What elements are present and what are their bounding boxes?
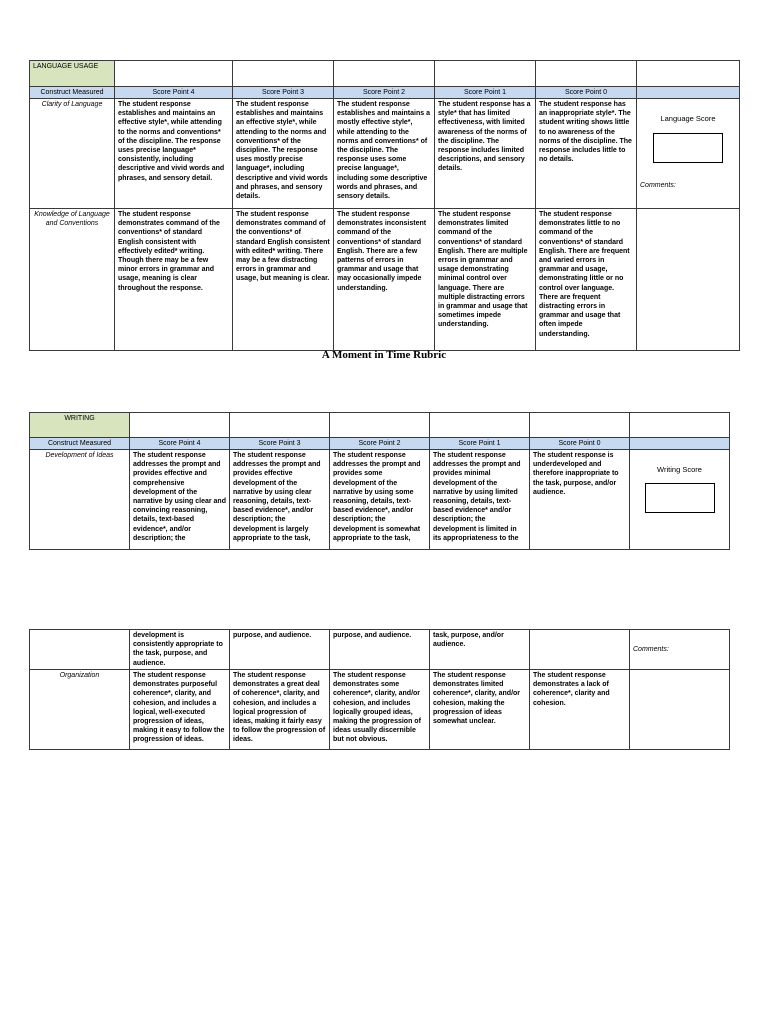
score-0-header: Score Point 0 (536, 87, 637, 99)
score-1-header: Score Point 1 (430, 438, 530, 450)
rubric-cell: The student response is underdeveloped and therefore inappropriate to the task, purpose, and/or audience. (530, 450, 630, 550)
language-usage-table (29, 60, 740, 351)
table-row (30, 670, 730, 750)
rubric-cell: The student response demonstrates a great deal of coherence*, clarity, and cohesion, and includes a logical progression of ideas, making it fairly easy to follow the progression of ideas. (230, 670, 330, 750)
table-row (30, 209, 740, 351)
writing-table (29, 412, 730, 550)
rubric-cell: The student response has an inappropriate style*. The student writing shows little to no awareness of the norms of the discipline. The response includes little to no details. (536, 99, 637, 209)
language-score-box[interactable] (653, 133, 723, 163)
writing-score-cell (630, 450, 730, 550)
rubric-cell: The student response has a style* that has limited effectiveness, with limited awareness of the norms of the discipline. The response includes limited descriptions, and sensory details. (435, 99, 536, 209)
rubric-cell: The student response establishes and maintains an effective style*, while attending to the norms and conventions* of the discipline. The response uses mostly precise language*, including descriptive and vivid words and phrases, and sensory details. (233, 99, 334, 209)
rubric-cell: task, purpose, and/or audience. (430, 630, 530, 670)
language-comments-label: Comments: (640, 182, 676, 190)
construct-clarity-of-language: Clarity of Language (30, 99, 115, 209)
rubric-cell: The student response addresses the prompt and provides minimal development of the narrative by using limited reasoning, details, text-based evidence* and/or description; the development is limited in its appropriateness to the (430, 450, 530, 550)
rubric-cell: The student response establishes and maintains a mostly effective style*, while attending to the norms and conventions* of the discipline. The response uses some precise language*, including some descriptive words and phrases, and sensory details. (334, 99, 435, 209)
score-2-header: Score Point 2 (330, 438, 430, 450)
writing-comments-label: Comments: (633, 645, 669, 653)
writing-title: WRITING (30, 413, 130, 438)
construct-organization: Organization (30, 670, 130, 750)
rubric-cell: purpose, and audience. (330, 630, 430, 670)
construct-header: Construct Measured (30, 438, 130, 450)
construct-development-of-ideas: Development of Ideas (30, 450, 130, 550)
comments-area[interactable] (630, 670, 730, 750)
score-4-header: Score Point 4 (130, 438, 230, 450)
score-1-header: Score Point 1 (435, 87, 536, 99)
writing-table-continued (29, 629, 730, 750)
language-usage-title: LANGUAGE USAGE (30, 61, 115, 87)
rubric-cell: The student response demonstrates little to no command of the conventions* of standard English. There are frequent and varied errors in grammar and usage, demonstrating little or no control over language. There are frequent distracting errors in grammar and usage that often impede understanding. (536, 209, 637, 351)
writing-comments-cell[interactable] (630, 630, 730, 670)
rubric-cell: purpose, and audience. (230, 630, 330, 670)
rubric-cell: The student response demonstrates some coherence*, clarity, and/or cohesion, and includes logically grouped ideas, making the progression of ideas usually discernible but not obvious. (330, 670, 430, 750)
score-3-header: Score Point 3 (230, 438, 330, 450)
rubric-cell: The student response demonstrates inconsistent command of the conventions* of standard English. There are a few patterns of errors in grammar and usage that may occasionally impede understanding. (334, 209, 435, 351)
rubric-cell: The student response establishes and maintains an effective style*, while attending to the norms and conventions* of the discipline. The response uses precise language* consistently, including descriptive and vivid words and phrases, and sensory detail. (115, 99, 233, 209)
construct-header: Construct Measured (30, 87, 115, 99)
language-score-label: Language Score (660, 114, 716, 123)
score-2-header: Score Point 2 (334, 87, 435, 99)
rubric-cell: The student response addresses the prompt and provides some development of the narrative by using some reasoning, details, text-based evidence*, and/or description; the development is somewhat appropriate to the task, (330, 450, 430, 550)
page-title: A Moment in Time Rubric (321, 349, 447, 361)
score-0-header: Score Point 0 (530, 438, 630, 450)
rubric-cell: The student response demonstrates limited coherence*, clarity, and/or cohesion, making the progression of ideas somewhat unclear. (430, 670, 530, 750)
score-3-header: Score Point 3 (233, 87, 334, 99)
rubric-cell: The student response demonstrates limited command of the conventions* of standard English. There are multiple errors in grammar and usage demonstrating minimal control over language. There are multiple distracting errors in grammar and usage that sometimes impede understanding. (435, 209, 536, 351)
table-row (30, 450, 730, 550)
comments-area[interactable] (637, 209, 740, 351)
rubric-cell: The student response demonstrates a lack of coherence*, clarity and cohesion. (530, 670, 630, 750)
rubric-cell: The student response addresses the prompt and provides effective development of the narrative by using clear reasoning, details, text-based evidence*, and/or description; the development is largely appropriate to the task, (230, 450, 330, 550)
table-row (30, 630, 730, 670)
score-4-header: Score Point 4 (115, 87, 233, 99)
rubric-cell: The student response demonstrates command of the conventions* of standard English consistent with effectively edited* writing. Though there may be a few minor errors in grammar and usage, meaning is clear throughout the response. (115, 209, 233, 351)
table-row (30, 99, 740, 209)
construct-knowledge-of-language: Knowledge of Language and Conventions (30, 209, 115, 351)
rubric-cell: The student response demonstrates purposeful coherence*, clarity, and cohesion, and includes a logical, well-executed progression of ideas, making it easy to follow the progression of ideas. (130, 670, 230, 750)
writing-score-label: Writing Score (657, 465, 702, 474)
rubric-cell: The student response addresses the prompt and provides effective and comprehensive development of the narrative by using clear and convincing reasoning, details, text-based evidence*, and/or description; the (130, 450, 230, 550)
rubric-cell (530, 630, 630, 670)
rubric-cell: The student response demonstrates command of the conventions* of standard English consistent with edited* writing. There may be a few distracting errors in grammar and usage, but meaning is clear. (233, 209, 334, 351)
rubric-cell: development is consistently appropriate to the task, purpose, and audience. (130, 630, 230, 670)
writing-score-box[interactable] (645, 483, 715, 513)
language-score-cell (637, 99, 740, 209)
